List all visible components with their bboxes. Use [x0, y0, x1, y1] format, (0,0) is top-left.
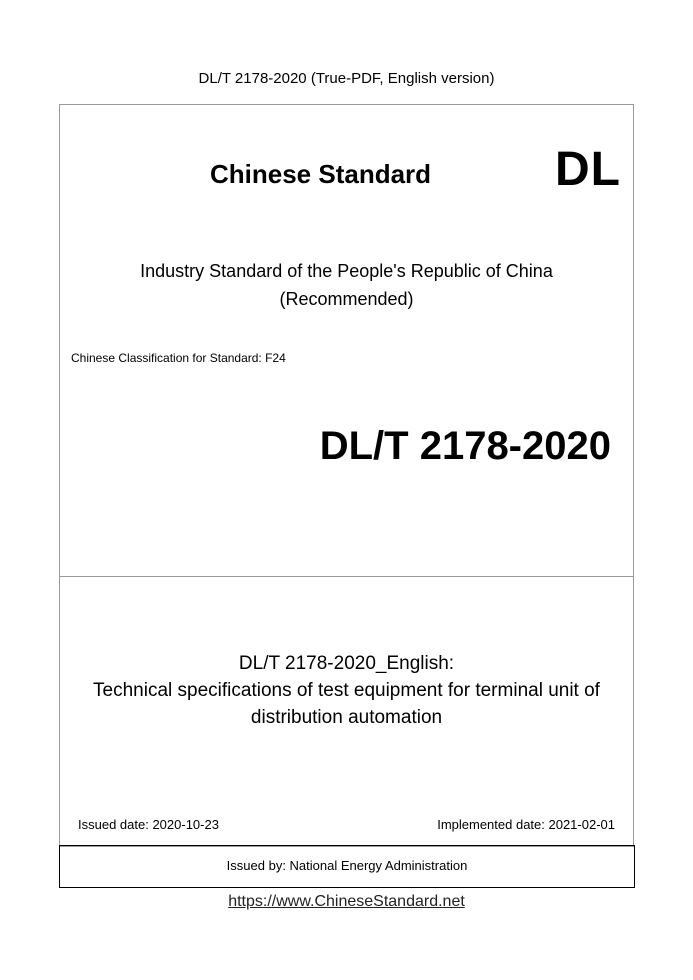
industry-heading [60, 257, 633, 313]
cover-frame [59, 104, 634, 847]
document-title-line-1: DL/T 2178-2020_English: [238, 653, 455, 674]
cover-lower-section [60, 577, 633, 846]
issuer-box: Issued by: National Energy Administration [59, 845, 635, 888]
page-header: DL/T 2178-2020 (True-PDF, English version) [198, 70, 495, 87]
implemented-date: Implemented date: 2021-02-01 [437, 817, 615, 832]
standard-mark: DL [555, 143, 621, 196]
document-title-line-3: distribution automation [250, 707, 443, 728]
cover-upper-section [60, 105, 633, 577]
standard-title: Chinese Standard [210, 159, 432, 189]
industry-line-2: (Recommended) [279, 289, 414, 309]
standard-code: DL/T 2178-2020 [319, 424, 611, 468]
issued-date: Issued date: 2020-10-23 [78, 817, 219, 832]
website-link[interactable]: https://www.ChineseStandard.net [228, 893, 465, 910]
document-title [60, 650, 633, 731]
document-title-line-2: Technical specifications of test equipment for terminal unit of [93, 680, 600, 701]
industry-line-1: Industry Standard of the People's Republic of China [140, 261, 553, 281]
classification-label: Chinese Classification for Standard: F24 [71, 351, 286, 365]
